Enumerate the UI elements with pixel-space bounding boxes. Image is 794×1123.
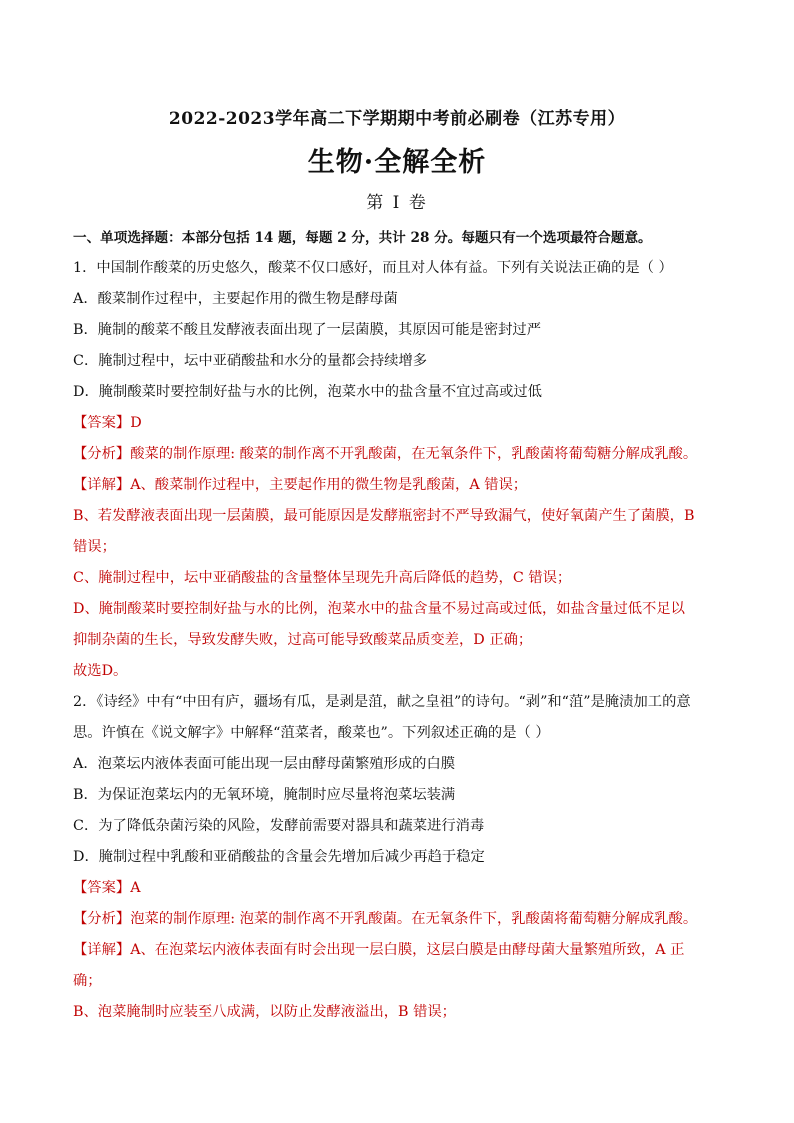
q2-answer: [73, 878, 723, 898]
analysis-tag: 【分析】: [73, 911, 131, 927]
q1-stem: 1．中国制作酸菜的历史悠久，酸菜不仅口感好，而且对人体有益。下列有关说法正确的是（ ）: [73, 260, 673, 276]
detail-tag: 【详解】: [73, 477, 131, 493]
q1-option-a: A．酸菜制作过程中，主要起作用的微生物是酵母菌: [73, 291, 398, 307]
answer-tag: 【答案】: [73, 415, 131, 431]
q1-detail-line: 抑制杂菌的生长，导致发酵失败，过高可能导致酸菜品质变差，D 正确；: [73, 632, 533, 648]
detail-tag: 【详解】: [73, 942, 131, 958]
q1-detail-line: [73, 475, 723, 495]
q2-option-d: D．腌制过程中乳酸和亚硝酸盐的含量会先增加后减少再趋于稳定: [73, 849, 485, 865]
answer-value: D: [130, 415, 142, 431]
q1-answer: [73, 413, 723, 433]
q1-detail-line: 错误；: [73, 539, 116, 555]
q1-option-c: C．腌制过程中，坛中亚硝酸盐和水分的量都会持续增多: [73, 353, 428, 369]
q2-stem-line: 2．《诗经》中有“中田有庐，疆场有瓜，是剥是菹，献之皇祖”的诗句。“剥”和“菹”是腌渍加工的意: [73, 694, 691, 710]
volume-label: 第 I 卷: [366, 193, 428, 213]
q2-detail-line: [73, 940, 723, 960]
exam-title: 2022-2023学年高二下学期期中考前必刷卷（江苏专用）: [168, 109, 626, 129]
answer-tag: 【答案】: [73, 880, 131, 896]
q1-analysis: [73, 444, 723, 464]
main-title: 生物·全解全析: [307, 147, 487, 178]
analysis-text: 酸菜的制作原理: 酸菜的制作离不开乳酸菌，在无氧条件下，乳酸菌将葡萄糖分解成乳酸。: [130, 446, 698, 462]
q1-conclusion: 故选D。: [73, 663, 128, 679]
section-heading: 一、单项选择题：本部分包括 14 题，每题 2 分，共计 28 分。每题只有一个选项最符合题意。: [73, 230, 652, 246]
q2-stem-line: 思。许慎在《说文解字》中解释“菹菜者，酸菜也”。下列叙述正确的是（ ）: [73, 725, 550, 741]
q2-option-b: B．为保证泡菜坛内的无氧环境，腌制时应尽量将泡菜坛装满: [73, 787, 456, 803]
analysis-text: 泡菜的制作原理: 泡菜的制作离不开乳酸菌。在无氧条件下，乳酸菌将葡萄糖分解成乳酸。: [130, 911, 698, 927]
q1-detail-line: B、若发酵液表面出现一层菌膜，最可能原因是发酵瓶密封不严导致漏气，使好氧菌产生了菌膜，B: [73, 508, 695, 524]
q2-detail-line: 确；: [73, 973, 102, 989]
q2-option-c: C．为了降低杂菌污染的风险，发酵前需要对器具和蔬菜进行消毒: [73, 818, 485, 834]
q1-detail-line: D、腌制酸菜时要控制好盐与水的比例，泡菜水中的盐含量不易过高或过低，如盐含量过低不足以: [73, 601, 685, 617]
q1-detail-line: C、腌制过程中，坛中亚硝酸盐的含量整体呈现先升高后降低的趋势，C 错误；: [73, 570, 572, 586]
q1-option-b: B．腌制的酸菜不酸且发酵液表面出现了一层菌膜，其原因可能是密封过严: [73, 322, 542, 338]
q2-analysis: [73, 909, 723, 929]
answer-value: A: [130, 880, 141, 896]
q2-option-a: A．泡菜坛内液体表面可能出现一层由酵母菌繁殖形成的白膜: [73, 756, 456, 772]
q1-option-d: D．腌制酸菜时要控制好盐与水的比例，泡菜水中的盐含量不宜过高或过低: [73, 384, 542, 400]
q2-detail-line: B、泡菜腌制时应装至八成满，以防止发酵液溢出，B 错误；: [73, 1004, 456, 1020]
analysis-tag: 【分析】: [73, 446, 131, 462]
detail-text: A、在泡菜坛内液体表面有时会出现一层白膜，这层白膜是由酵母菌大量繁殖所致，A 正: [130, 942, 685, 958]
detail-text: A、酸菜制作过程中，主要起作用的微生物是乳酸菌，A 错误；: [130, 477, 528, 493]
